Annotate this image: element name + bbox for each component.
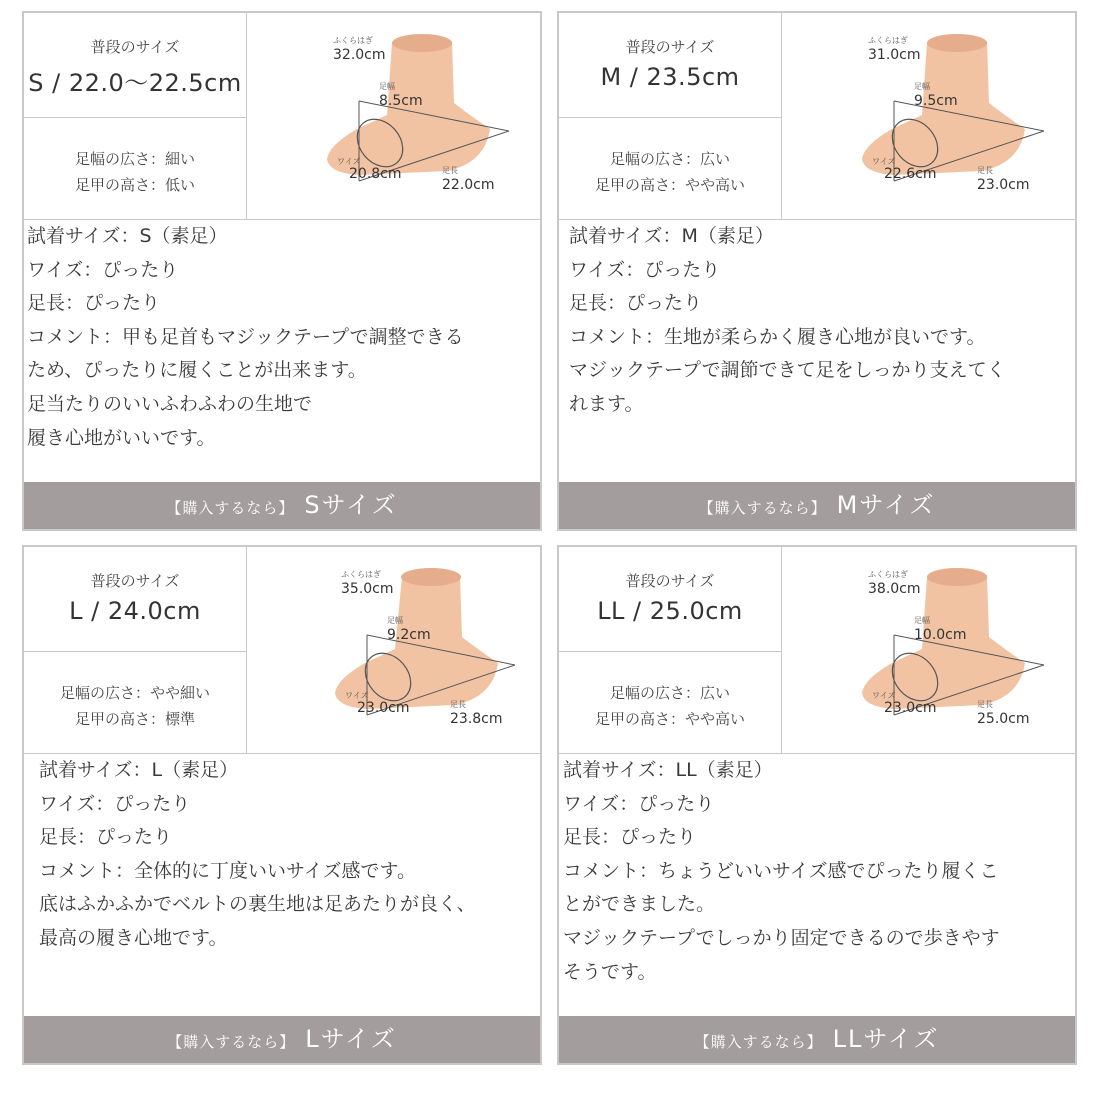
purchase-recommendation-bar	[559, 1016, 1075, 1063]
usual-size-value: M / 23.5cm	[600, 63, 740, 91]
purchase-recommendation-bar	[559, 482, 1075, 529]
foot-measurement-diagram	[247, 547, 540, 753]
review-line: 最高の履き心地です。	[39, 926, 228, 949]
foot-width-text: 足幅の広さ：広い	[609, 150, 730, 168]
recommended-size: LLサイズ	[832, 1025, 940, 1053]
instep-height-text: 足甲の高さ：低い	[74, 176, 195, 194]
length-value: 23.8cm	[450, 711, 503, 727]
review-text	[559, 220, 1085, 422]
review-line: 足長：ぴったり	[569, 292, 703, 315]
purchase-recommendation-bar	[24, 1016, 540, 1063]
review-line: マジックテープでしっかり固定できるので歩きやす	[563, 926, 1000, 949]
review-line: ため、ぴったりに履くことが出来ます。	[27, 359, 367, 382]
wise-value: 23.0cm	[357, 700, 410, 716]
wise-label: ワイズ	[872, 691, 896, 700]
calf-label: ふくらはぎ	[868, 36, 908, 45]
recommended-size: Sサイズ	[304, 491, 398, 519]
wise-label: ワイズ	[337, 157, 361, 166]
review-text	[559, 754, 1079, 989]
review-text	[24, 220, 543, 455]
review-line: とができました。	[563, 893, 716, 916]
foot-measurement-diagram	[782, 547, 1075, 753]
width-value: 9.5cm	[914, 93, 958, 109]
size-card-l	[22, 545, 542, 1065]
review-line: 足長：ぴったり	[563, 826, 697, 849]
purchase-prefix: 【購入するなら】	[698, 499, 827, 517]
foot-illustration	[782, 547, 1075, 753]
length-label: 足長	[977, 166, 993, 175]
foot-width-text: 足幅の広さ：やや細い	[59, 684, 210, 702]
wise-value: 22.6cm	[884, 166, 937, 182]
review-line: コメント：ちょうどいいサイズ感でぴったり履くこ	[563, 859, 999, 882]
purchase-recommendation-bar	[24, 482, 540, 529]
width-label: 足幅	[914, 616, 930, 625]
review-line: 足長：ぴったり	[39, 826, 173, 849]
calf-label: ふくらはぎ	[341, 570, 381, 579]
recommended-size: Mサイズ	[836, 491, 936, 519]
foot-illustration	[782, 13, 1075, 219]
tester-info	[559, 13, 782, 219]
foot-shape-box	[559, 118, 781, 219]
length-value: 22.0cm	[442, 177, 495, 193]
width-label: 足幅	[914, 82, 930, 91]
review-line: ワイズ：ぴったり	[563, 792, 715, 815]
review-line: 試着サイズ：LL（素足）	[563, 759, 773, 781]
usual-size-box	[559, 547, 781, 652]
foot-illustration	[247, 13, 540, 219]
size-card-m	[557, 11, 1077, 531]
card-header	[24, 547, 540, 754]
length-label: 足長	[442, 166, 458, 175]
review-line: 試着サイズ：S（素足）	[27, 225, 228, 247]
purchase-prefix: 【購入するなら】	[166, 499, 295, 517]
card-header	[559, 13, 1075, 220]
purchase-prefix: 【購入するなら】	[694, 1033, 823, 1051]
foot-shape-box	[559, 652, 781, 753]
purchase-prefix: 【購入するなら】	[167, 1033, 296, 1051]
usual-size-label: 普段のサイズ	[90, 572, 180, 590]
usual-size-box	[24, 13, 246, 118]
usual-size-box	[559, 13, 781, 118]
calf-label: ふくらはぎ	[868, 570, 908, 579]
tester-info	[559, 547, 782, 753]
foot-width-text: 足幅の広さ：広い	[609, 684, 730, 702]
instep-height-text: 足甲の高さ：やや高い	[594, 710, 745, 728]
review-text	[24, 754, 555, 956]
calf-label: ふくらはぎ	[333, 36, 373, 45]
usual-size-value: L / 24.0cm	[69, 597, 201, 625]
review-line: マジックテープで調節できて足をしっかり支えてく	[569, 359, 1006, 382]
review-line: 底はふかふかでベルトの裏生地は足あたりが良く、	[39, 893, 476, 916]
width-value: 9.2cm	[387, 627, 431, 643]
tester-info	[24, 13, 247, 219]
usual-size-label: 普段のサイズ	[625, 572, 715, 590]
wise-label: ワイズ	[872, 157, 896, 166]
review-line: 履き心地がいいです。	[27, 426, 216, 449]
card-header	[24, 13, 540, 220]
length-value: 25.0cm	[977, 711, 1030, 727]
review-line: コメント：甲も足首もマジックテープで調整できる	[27, 325, 464, 348]
width-value: 10.0cm	[914, 627, 967, 643]
usual-size-value: S / 22.0〜22.5cm	[28, 69, 242, 97]
usual-size-box	[24, 547, 246, 652]
calf-value: 35.0cm	[341, 581, 394, 597]
calf-value: 38.0cm	[868, 581, 921, 597]
tester-info	[24, 547, 247, 753]
review-line: そうです。	[563, 960, 657, 983]
calf-value: 32.0cm	[333, 47, 386, 63]
size-card-ll	[557, 545, 1077, 1065]
width-label: 足幅	[387, 616, 403, 625]
review-line: 試着サイズ：L（素足）	[39, 759, 239, 781]
review-line: 試着サイズ：M（素足）	[569, 225, 774, 247]
length-label: 足長	[450, 700, 466, 709]
usual-size-label: 普段のサイズ	[90, 38, 180, 56]
size-card-s	[22, 11, 542, 531]
usual-size-value: LL / 25.0cm	[597, 597, 743, 625]
review-line: コメント：生地が柔らかく履き心地が良いです。	[569, 325, 986, 348]
review-line: れます。	[569, 392, 644, 415]
recommended-size: Lサイズ	[305, 1025, 397, 1053]
review-line: コメント：全体的に丁度いいサイズ感です。	[39, 859, 416, 882]
foot-measurement-diagram	[782, 13, 1075, 219]
length-label: 足長	[977, 700, 993, 709]
instep-height-text: 足甲の高さ：標準	[74, 710, 195, 728]
foot-shape-box	[24, 652, 246, 753]
instep-height-text: 足甲の高さ：やや高い	[594, 176, 745, 194]
foot-shape-box	[24, 118, 246, 219]
review-line: ワイズ：ぴったり	[569, 258, 721, 281]
length-value: 23.0cm	[977, 177, 1030, 193]
wise-value: 23.0cm	[884, 700, 937, 716]
wise-value: 20.8cm	[349, 166, 402, 182]
review-line: ワイズ：ぴったり	[39, 792, 191, 815]
review-line: 足長：ぴったり	[27, 292, 161, 315]
review-line: ワイズ：ぴったり	[27, 258, 179, 281]
calf-value: 31.0cm	[868, 47, 921, 63]
usual-size-label: 普段のサイズ	[625, 38, 715, 56]
foot-width-text: 足幅の広さ：細い	[74, 150, 195, 168]
wise-label: ワイズ	[345, 691, 369, 700]
width-label: 足幅	[379, 82, 395, 91]
card-header	[559, 547, 1075, 754]
review-line: 足当たりのいいふわふわの生地で	[27, 392, 313, 415]
foot-measurement-diagram	[247, 13, 540, 219]
width-value: 8.5cm	[379, 93, 423, 109]
